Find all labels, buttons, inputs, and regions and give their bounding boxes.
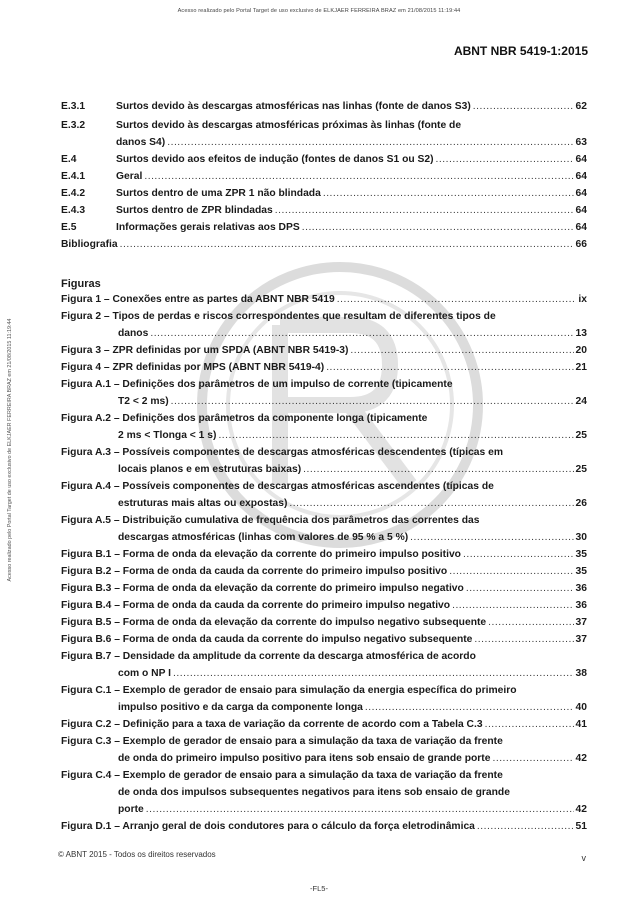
toc-title: Surtos devido às descargas atmosféricas nas linhas (fonte de danos S3) [116,101,471,112]
figure-title: Figura B.4 – Forma de onda da cauda da corrente do primeiro impulso negativo [61,600,451,611]
figure-entry[interactable] [61,818,587,836]
leader-dots [365,699,574,717]
leader-dots [473,98,574,116]
figure-entry[interactable] [61,733,587,751]
leader-dots [477,818,574,836]
figure-page: 36 [575,583,587,594]
figure-page: 37 [575,634,587,645]
figure-entry-continuation[interactable] [118,325,587,343]
figure-title: Figura B.3 – Forma de onda da elevação da corrente do primeiro impulso negativo [61,583,464,594]
figure-entry[interactable] [61,597,587,615]
leader-dots [466,580,574,598]
figure-title: 2 ms < Tlonga < 1 s) [118,430,217,441]
toc-code: E.5 [61,222,77,233]
figure-entry[interactable] [61,308,587,326]
leader-dots [337,291,577,309]
leader-dots [492,750,573,768]
toc-title: Bibliografia [61,239,118,250]
figure-title: estruturas mais altas ou expostas) [118,498,288,509]
figure-entry[interactable] [61,563,587,581]
toc-entry[interactable] [61,117,587,135]
toc-title: Surtos dentro de ZPR blindadas [116,205,273,216]
figure-entry-continuation[interactable] [118,529,587,547]
standard-header: ABNT NBR 5419-1:2015 [453,44,588,58]
toc-page: 64 [575,171,587,182]
leader-dots [449,563,573,581]
footer-copyright: © ABNT 2015 - Todos os direitos reservados [58,850,216,859]
figure-title: danos [118,328,149,339]
toc-entry-continuation[interactable] [61,134,587,152]
footer-fl-mark: -FL5- [310,884,328,893]
figure-page: 24 [575,396,587,407]
figure-title: impulso positivo e da carga da componente longa [118,702,363,713]
toc-entry[interactable] [61,98,587,116]
figure-page: 35 [575,566,587,577]
toc-page: 66 [575,239,587,250]
figure-page: 26 [575,498,587,509]
figure-entry-continuation[interactable] [118,801,587,819]
leader-dots [144,168,573,186]
figure-title: com o NP I [118,668,172,679]
figure-entry[interactable] [61,444,587,462]
footer-page-number: v [581,853,586,863]
toc-code: E.3.1 [61,101,86,112]
leader-dots [120,236,574,254]
figure-page: 13 [575,328,587,339]
figure-title: Figura B.6 – Forma de onda da cauda da corrente do impulso negativo subsequente [61,634,473,645]
leader-dots [150,325,573,343]
figure-entry[interactable] [61,580,587,598]
figure-entry[interactable] [61,546,587,564]
leader-dots [474,631,573,649]
figure-entry-continuation[interactable] [118,393,587,411]
figures-heading: Figuras [61,278,101,290]
leader-dots [485,716,574,734]
figure-entry[interactable] [61,478,587,496]
toc-page: 64 [575,205,587,216]
toc-entry[interactable] [61,202,587,220]
figure-entry[interactable] [61,291,587,309]
figure-title: Figura C.1 – Exemplo de gerador de ensaio para simulação da energia específica do primeiro [61,685,517,696]
figure-title: Figura B.7 – Densidade da amplitude da corrente da descarga atmosférica de acordo [61,651,476,662]
toc-page: 64 [575,222,587,233]
figure-page: 25 [575,430,587,441]
figure-entry-continuation[interactable] [118,699,587,717]
figure-title: de onda dos impulsos subsequentes negativos para itens sob ensaio de grande [118,787,510,798]
figure-title: de onda do primeiro impulso positivo para itens sob ensaio de grande porte [118,753,491,764]
toc-title: danos S4) [116,137,166,148]
figure-entry[interactable] [61,614,587,632]
toc-page: 64 [575,154,587,165]
figure-title: Figura A.3 – Possíveis componentes de descargas atmosféricas descendentes (típicas em [61,447,503,458]
leader-dots [410,529,573,547]
figure-page: 35 [575,549,587,560]
toc-code: E.4.2 [61,188,86,199]
figure-page: 20 [575,345,587,356]
toc-entry-bibliografia[interactable] [61,236,587,254]
figure-page: 40 [575,702,587,713]
figure-entry[interactable] [61,767,587,785]
leader-dots [275,202,574,220]
figure-title: T2 < 2 ms) [118,396,169,407]
access-notice-side: Acesso realizado pelo Portal Target de uso exclusivo de ELKJAER FERREIRA BRAZ em 21/08/2015 11:19:44 [7,318,13,582]
figure-entry[interactable] [61,359,587,377]
figure-title: Figura 2 – Tipos de perdas e riscos correspondentes que resultam de diferentes tipos de [61,311,496,322]
leader-dots [326,359,573,377]
toc-code: E.3.2 [61,120,86,131]
figure-title: Figura A.1 – Definições dos parâmetros de um impulso de corrente (tipicamente [61,379,453,390]
toc-entry[interactable] [61,168,587,186]
figure-entry[interactable] [61,648,587,666]
leader-dots [146,801,574,819]
figure-entry[interactable] [61,682,587,700]
figure-entry[interactable] [61,716,587,734]
figure-entry-continuation[interactable] [118,427,587,445]
figure-title: Figura C.3 – Exemplo de gerador de ensaio para a simulação da taxa de variação da frente [61,736,503,747]
figure-page: 41 [575,719,587,730]
leader-dots [436,151,574,169]
leader-dots [452,597,573,615]
figure-page: 30 [575,532,587,543]
toc-code: E.4 [61,154,77,165]
figure-title: Figura D.1 – Arranjo geral de dois condutores para o cálculo da força eletrodinâmica [61,821,475,832]
toc-code: E.4.1 [61,171,86,182]
figure-title: descargas atmosféricas (linhas com valores de 95 % a 5 %) [118,532,409,543]
toc-code: E.4.3 [61,205,86,216]
figure-page: 38 [575,668,587,679]
leader-dots [218,427,573,445]
figure-title: Figura 4 – ZPR definidas por MPS (ABNT NBR 5419-4) [61,362,325,373]
toc-page: 64 [575,188,587,199]
figure-entry[interactable] [61,631,587,649]
toc-entry[interactable] [61,185,587,203]
figure-entry-continuation[interactable] [118,665,587,683]
figure-entry[interactable] [61,512,587,530]
figure-entry[interactable] [61,410,587,428]
figure-title: Figura A.2 – Definições dos parâmetros da componente longa (tipicamente [61,413,428,424]
figure-page: 42 [575,753,587,764]
leader-dots [302,219,574,237]
figure-entry[interactable] [61,376,587,394]
figure-title: locais planos e em estruturas baixas) [118,464,302,475]
figure-title: Figura 3 – ZPR definidas por um SPDA (ABNT NBR 5419-3) [61,345,349,356]
toc-entry[interactable] [61,219,587,237]
figure-page: 42 [575,804,587,815]
leader-dots [463,546,574,564]
figure-page: ix [578,294,587,305]
figure-title: Figura B.5 – Forma de onda da elevação da corrente do impulso negativo subsequente [61,617,487,628]
figure-entry[interactable] [61,342,587,360]
figure-title: Figura C.2 – Definição para a taxa de variação da corrente de acordo com a Tabela C.3 [61,719,483,730]
figure-page: 21 [575,362,587,373]
figure-entry-continuation[interactable] [118,784,587,802]
toc-page: 62 [575,101,587,112]
toc-title: Surtos devido às descargas atmosféricas próximas às linhas (fonte de [116,120,462,131]
figure-entry-continuation[interactable] [118,461,587,479]
leader-dots [167,134,573,152]
toc-title: Surtos dentro de uma ZPR 1 não blindada [116,188,321,199]
leader-dots [303,461,573,479]
figure-title: Figura A.4 – Possíveis componentes de descargas atmosféricas ascendentes (típicas de [61,481,494,492]
figure-title: Figura B.1 – Forma de onda da elevação da corrente do primeiro impulso positivo [61,549,461,560]
access-notice-top: Acesso realizado pelo Portal Target de uso exclusivo de ELKJAER FERREIRA BRAZ em 21/08/2015 11:19:44 [177,8,461,14]
figure-page: 51 [575,821,587,832]
toc-title: Geral [116,171,143,182]
figure-title: Figura B.2 – Forma de onda da cauda da corrente do primeiro impulso positivo [61,566,448,577]
figure-entry-continuation[interactable] [118,750,587,768]
figure-title: Figura C.4 – Exemplo de gerador de ensaio para a simulação da taxa de variação da frente [61,770,503,781]
figure-page: 36 [575,600,587,611]
leader-dots [171,393,574,411]
figure-title: Figura 1 – Conexões entre as partes da ABNT NBR 5419 [61,294,335,305]
figure-title: Figura A.5 – Distribuição cumulativa de frequência dos parâmetros das correntes das [61,515,480,526]
leader-dots [173,665,574,683]
figure-page: 37 [575,617,587,628]
toc-page: 63 [575,137,587,148]
figure-entry-continuation[interactable] [118,495,587,513]
leader-dots [350,342,573,360]
toc-title: Surtos devido aos efeitos de indução (fontes de danos S1 ou S2) [116,154,434,165]
leader-dots [289,495,573,513]
leader-dots [323,185,574,203]
figure-title: porte [118,804,144,815]
toc-title: Informações gerais relativas aos DPS [116,222,300,233]
figure-page: 25 [575,464,587,475]
leader-dots [488,614,573,632]
toc-entry[interactable] [61,151,587,169]
